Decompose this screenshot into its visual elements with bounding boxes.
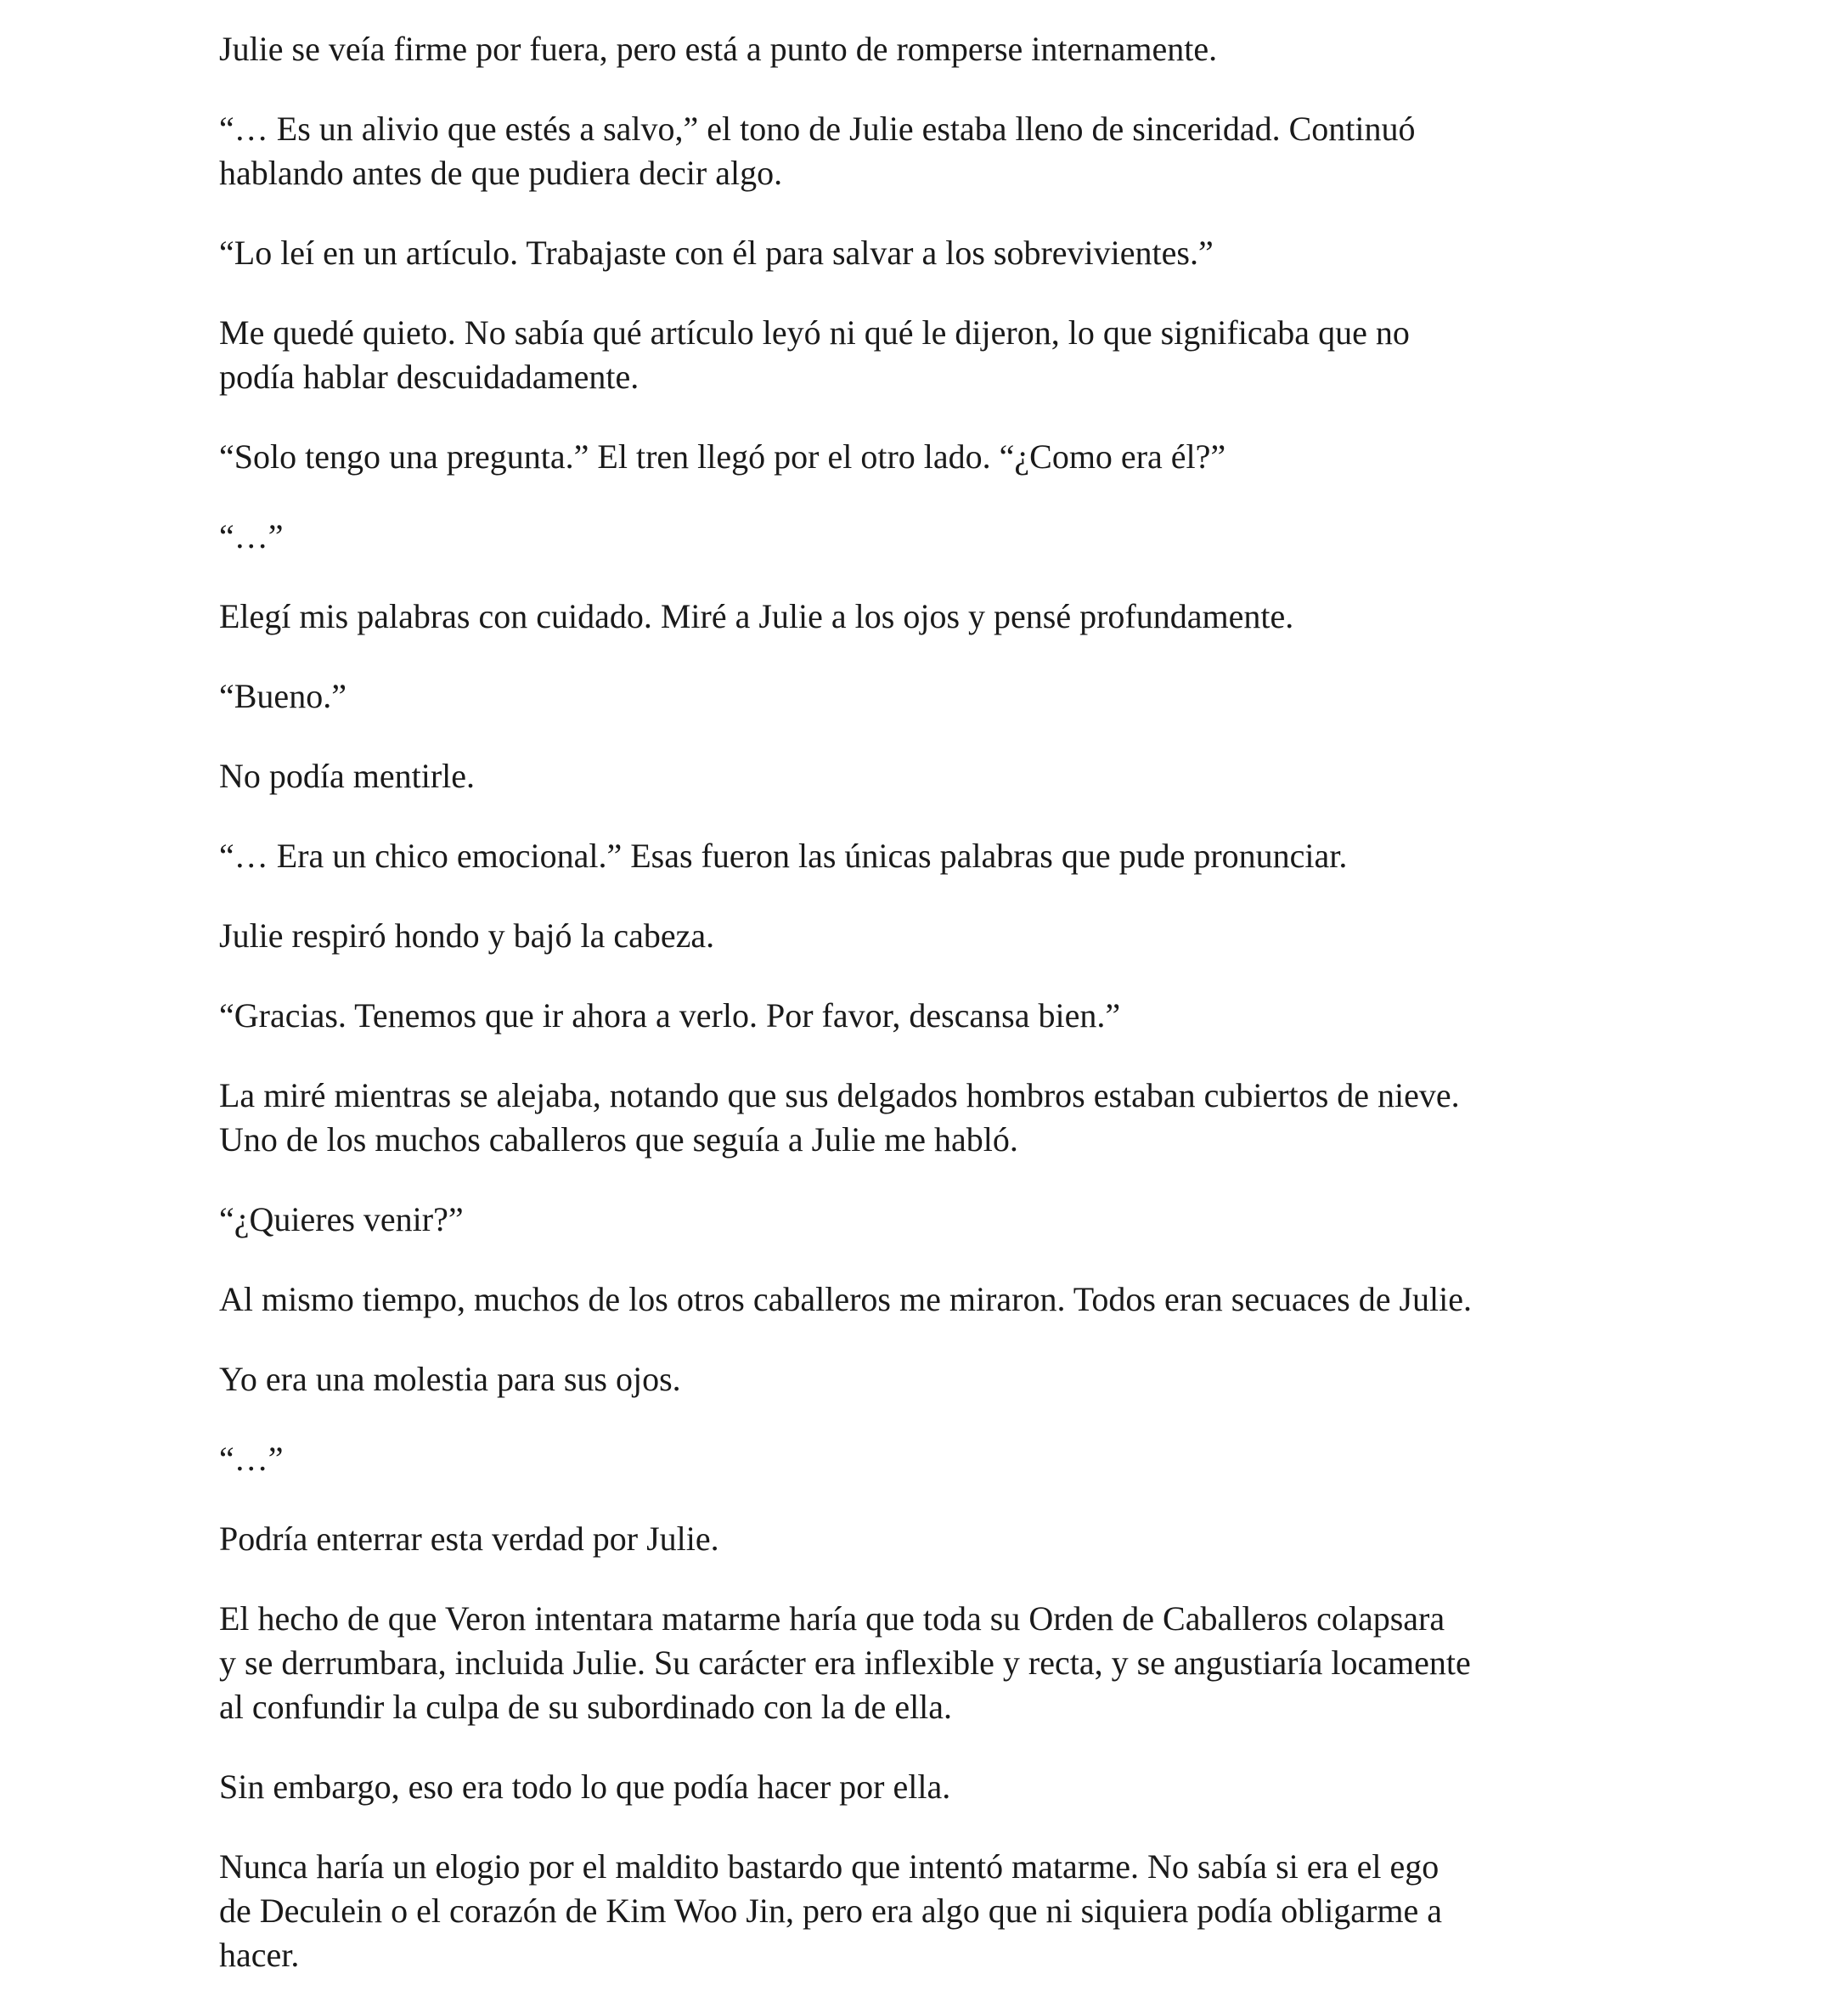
paragraph: Al mismo tiempo, muchos de los otros caballeros me miraron. Todos eran secuaces de Julie. bbox=[219, 1280, 1472, 1318]
paragraph: Yo era una molestia para sus ojos. bbox=[219, 1360, 681, 1398]
paragraph: Julie respiró hondo y bajó la cabeza. bbox=[219, 916, 715, 955]
paragraph: “Gracias. Tenemos que ir ahora a verlo. Por favor, descansa bien.” bbox=[219, 996, 1121, 1035]
paragraph: “…” bbox=[219, 517, 284, 555]
paragraph: “Solo tengo una pregunta.” El tren llegó por el otro lado. “¿Como era él?” bbox=[219, 437, 1226, 476]
paragraph: “…” bbox=[219, 1440, 284, 1478]
document-page bbox=[219, 27, 1663, 2013]
paragraph: “Lo leí en un artículo. Trabajaste con él para salvar a los sobrevivientes.” bbox=[219, 234, 1214, 272]
paragraph: “… Es un alivio que estés a salvo,” el tono de Julie estaba lleno de sinceridad. Continuó hablando antes de que pudiera decir algo. bbox=[219, 110, 1416, 192]
paragraph: Nunca haría un elogio por el maldito bastardo que intentó matarme. No sabía si era el ego de Deculein o el corazón de Kim Woo Jin, pero era algo que ni siquiera podía obligarme a hacer. bbox=[219, 1847, 1442, 1974]
paragraph: “… Era un chico emocional.” Esas fueron las únicas palabras que pude pronunciar. bbox=[219, 837, 1348, 875]
paragraph: Sin embargo, eso era todo lo que podía hacer por ella. bbox=[219, 1768, 951, 1806]
paragraph: No podía mentirle. bbox=[219, 757, 476, 795]
paragraph: “Bueno.” bbox=[219, 677, 346, 715]
paragraph: Julie se veía firme por fuera, pero está a punto de romperse internamente. bbox=[219, 30, 1218, 68]
paragraph: Me quedé quieto. No sabía qué artículo leyó ni qué le dijeron, lo que significaba que no podía hablar descuidadamente. bbox=[219, 313, 1410, 396]
paragraph: El hecho de que Veron intentara matarme haría que toda su Orden de Caballeros colapsara y se derrumbara, incluida Julie. Su carácter era inflexible y recta, y se angustiaría locamente al confundir la culpa de su subordinado con la de ella. bbox=[219, 1599, 1471, 1726]
paragraph: Elegí mis palabras con cuidado. Miré a Julie a los ojos y pensé profundamente. bbox=[219, 597, 1294, 635]
paragraph: Podría enterrar esta verdad por Julie. bbox=[219, 1520, 719, 1558]
paragraph: “¿Quieres venir?” bbox=[219, 1200, 464, 1238]
paragraph: La miré mientras se alejaba, notando que sus delgados hombros estaban cubiertos de nieve. Uno de los muchos caballeros que seguía a Julie me habló. bbox=[219, 1076, 1460, 1159]
